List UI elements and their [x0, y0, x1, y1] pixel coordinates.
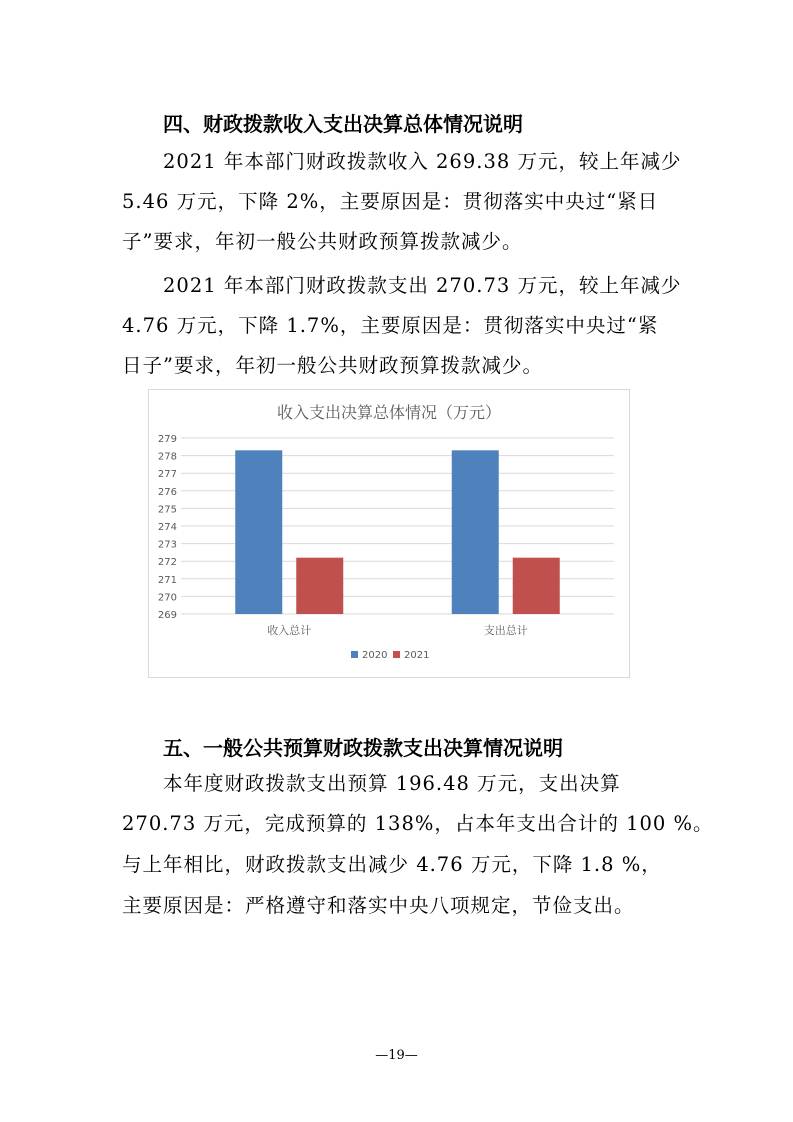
legend-swatch — [393, 651, 400, 658]
section4-para1-line2: 5.46 万元，下降 2%，主要原因是：贯彻落实中央过“紧日 — [122, 190, 659, 213]
bar — [513, 558, 560, 614]
section5-line1: 本年度财政拨款支出预算 196.48 万元，支出决算 — [163, 772, 621, 795]
x-tick-label: 收入总计 — [267, 624, 312, 637]
y-tick-label: 272 — [157, 557, 177, 569]
y-tick-label: 279 — [157, 434, 177, 445]
chart-title: 收入支出决算总体情况（万元） — [276, 403, 502, 422]
y-tick-label: 270 — [157, 592, 177, 604]
section5-line2: 270.73 万元，完成预算的 138%，占本年支出合计的 100 %。 — [122, 812, 714, 835]
section4-para2-line1: 2021 年本部门财政拨款支出 270.73 万元，较上年减少 — [163, 274, 682, 297]
y-tick-label: 271 — [157, 574, 177, 586]
bar — [296, 558, 343, 614]
bar — [452, 450, 499, 614]
section5-line4: 主要原因是：严格遵守和落实中央八项规定，节俭支出。 — [122, 894, 635, 917]
legend-label: 2021 — [404, 650, 430, 661]
section5-line3: 与上年相比，财政拨款支出减少 4.76 万元，下降 1.8 %， — [122, 853, 662, 876]
bar-chart-svg — [149, 390, 629, 677]
y-tick-label: 273 — [157, 539, 177, 551]
section5-heading: 五、一般公共预算财政拨款支出决算情况说明 — [163, 736, 563, 760]
y-tick-label: 274 — [157, 522, 177, 533]
section4-para2-line2: 4.76 万元，下降 1.7%，主要原因是：贯彻落实中央过“紧 — [122, 314, 659, 337]
bar-chart — [148, 389, 630, 678]
section4-para1-line1: 2021 年本部门财政拨款收入 269.38 万元，较上年减少 — [163, 150, 682, 173]
legend-swatch — [351, 651, 358, 658]
section4-para1-line3: 子”要求，年初一般公共财政预算拨款减少。 — [122, 230, 523, 253]
y-tick-label: 276 — [157, 486, 177, 498]
page-number: —19— — [375, 1048, 418, 1063]
legend-label: 2020 — [362, 650, 388, 661]
section4-heading: 四、财政拨款收入支出决算总体情况说明 — [163, 112, 523, 136]
y-tick-label: 277 — [157, 469, 177, 481]
section4-para2-line3: 日子”要求，年初一般公共财政预算拨款减少。 — [122, 354, 543, 377]
y-tick-label: 278 — [157, 451, 177, 463]
bar — [235, 450, 282, 614]
y-tick-label: 269 — [157, 610, 177, 621]
x-tick-label: 支出总计 — [483, 624, 528, 637]
y-tick-label: 275 — [157, 504, 177, 516]
